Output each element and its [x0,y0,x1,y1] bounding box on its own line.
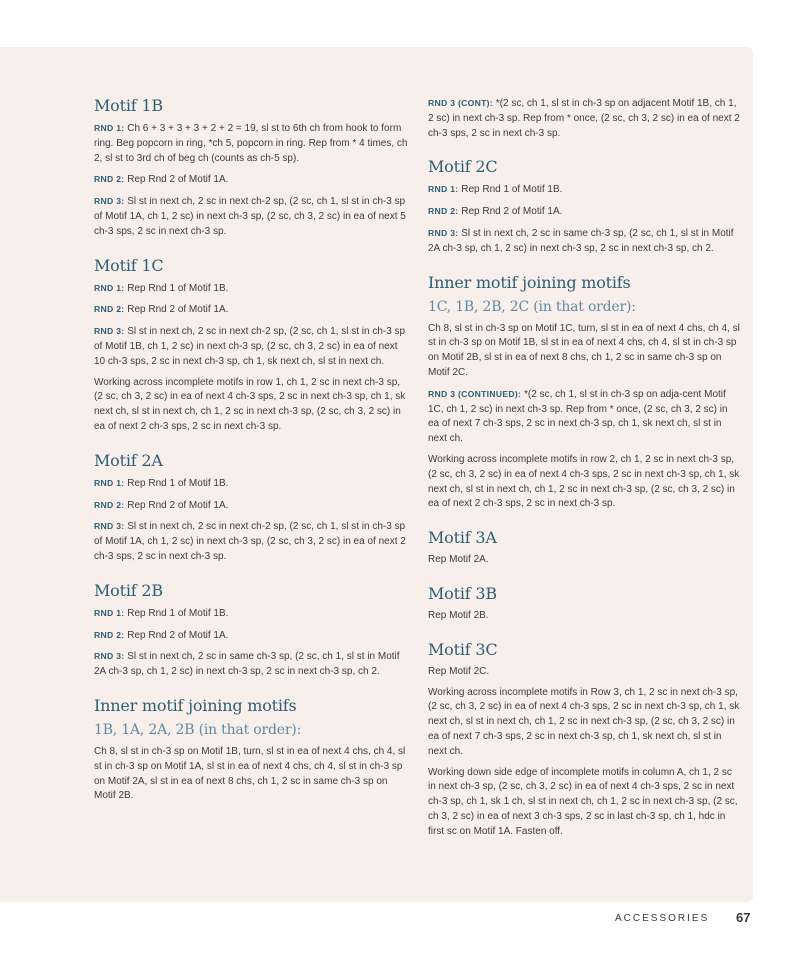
rnd-label: RND 1: [94,477,125,488]
rnd3-cont [428,96,740,141]
motif-2a-rnd1 [94,476,408,492]
rnd-label: RND 1: [428,184,459,195]
motif-1b-title: Motif 1B [94,96,163,115]
inner-joining-text: Ch 8, sl st in ch-3 sp on Motif 1B, turn, sl st in ea of next 4 chs, ch 4, sl st in ch-3 sp on Motif 1A, sl st in ea of next 4 chs, ch 4, sl st in ch-3 sp on Motif 2A, sl st in ea of next 8 chs, ch 1, 2 sc in same ch-3 sp on Motif 2B. [94,745,406,802]
inner-joining-subtitle-2: 1C, 1B, 2B, 2C (in that order): [428,298,636,315]
motif-3c-title: Motif 3C [428,639,498,659]
motif-2c-rnd2 [428,204,740,220]
motif-2a-rnd3 [94,519,408,564]
footer-section-label: ACCESSORIES [615,913,710,924]
left-column [94,96,408,810]
motif-2b-rnd1 [94,606,408,622]
rnd-text: Sl st in next ch, 2 sc in next ch-2 sp, (2 sc, ch 1, sl st in ch-3 sp of Motif 1B, ch 1, 2 sc) in next ch-3 sp, (2 sc, ch 3, 2 sc) in ea of next 10 ch-3 sps, 2 sc in next ch-3 sp, ch 1, sk next ch, sl st in next ch. [94,326,406,367]
rnd-text: Sl st in next ch, 2 sc in same ch-3 sp, (2 sc, ch 1, sl st in Motif 2A ch-3 sp, ch 1, 2 sc) in next ch-3 sp, 2 sc in next ch-3 sp, ch 2. [94,651,400,678]
motif-2a-title: Motif 2A [94,450,163,470]
rnd-text: Sl st in next ch, 2 sc in same ch-3 sp, (2 sc, ch 1, sl st in Motif 2A ch-3 sp, ch 1, 2 sc) in next ch-3 sp, 2 sc in next ch-3 sp, ch 2. [428,227,734,254]
rnd-label: RND 3: [94,196,125,207]
rnd-label: RND 2: [94,629,125,640]
motif-3b-title: Motif 3B [428,583,497,603]
motif-1c-rnd3 [94,324,408,369]
rnd-label: RND 2: [428,206,459,217]
rnd-label: RND 1: [94,123,125,133]
motif-3b-text: Rep Motif 2B. [428,609,489,621]
rnd-text: *(2 sc, ch 1, sl st in ch-3 sp on adjacent Motif 1B, ch 1, 2 sc) in next ch-3 sp. Rep from * once, (2 sc, ch 3, 2 sc) in ea of next 2 ch-3 sps, 2 sc in next ch-3 sp. [428,98,740,139]
rnd-label: RND 3: [94,521,125,532]
inner-joining-text-2: Ch 8, sl st in ch-3 sp on Motif 1C, turn, sl st in ea of next 4 chs, ch 4, sl st in ch-3 sp on Motif 1B, sl st in ea of next 4 chs, ch 4, sl st in ch-3 sp on Motif 2B, sl st in ea of next 8 chs, ch 1, 2 sc in same ch-3 sp on Motif 2C. [428,322,740,378]
motif-3c-working-1: Working across incomplete motifs in Row 3, ch 1, 2 sc in next ch-3 sp, (2 sc, ch 3, 2 sc) in ea of next 4 ch-3 sps, 2 sc in next ch-3 sp, ch 1, sk next ch, sl st in next ch, ch 1, 2 sc in next ch-3 sp, (2 sc, ch 3, 2 sc) in ea of next 7 ch-3 sps, 2 sc in next ch-3 sp, ch 1, sk next ch, sl st in next ch. [428,686,740,757]
inner-joining-title: Inner motif joining motifs [94,695,297,715]
motif-2b-rnd3 [94,649,408,680]
rnd-text: Rep Rnd 2 of Motif 1A. [124,304,229,316]
motif-1b-rnd3 [94,194,408,239]
rnd-text: Sl st in next ch, 2 sc in next ch-2 sp, (2 sc, ch 1, sl st in ch-3 sp of Motif 1A, ch 1, 2 sc) in next ch-3 sp, (2 sc, ch 3, 2 sc) in ea of next 5 ch-3 sps, 2 sc in next ch-3 sp. [94,196,406,237]
page-number: 67 [736,910,751,925]
rnd-text: Rep Rnd 2 of Motif 1A. [124,629,229,641]
right-column [428,96,740,846]
rnd-label: RND 1: [94,607,125,618]
inner-joining-title-2: Inner motif joining motifs [428,272,631,292]
motif-2c-rnd3 [428,226,740,257]
motif-2c-rnd1 [428,182,740,198]
rnd-label: RND 3: [428,227,459,238]
rnd-label: RND 3 (CONTINUED): [428,388,522,399]
motif-1b-rnd1 [94,121,408,166]
rnd-label: RND 3: [94,651,125,662]
rnd-text: Ch 6 + 3 + 3 + 3 + 2 + 2 = 19, sl st to 6th ch from hook to form ring. Beg popcorn in ring, *ch 5, popcorn in ring. Rep from * 4 times, ch 2, sl st to 3rd ch of beg ch (counts as ch-5 sp). [94,123,408,164]
motif-2b-title: Motif 2B [94,580,163,600]
rnd-text: Rep Rnd 2 of Motif 1A. [124,174,229,186]
rnd-text: Rep Rnd 1 of Motif 1B. [124,282,229,294]
motif-1c-title: Motif 1C [94,255,164,275]
rnd-label: RND 1: [94,282,125,293]
motif-3a-title: Motif 3A [428,528,497,548]
motif-2a-rnd2 [94,498,408,514]
rnd-label: RND 2: [94,174,125,185]
motif-3c-text: Rep Motif 2C. [428,665,490,677]
rnd-text: Rep Rnd 1 of Motif 1B. [124,607,229,619]
motif-2c-title: Motif 2C [428,157,498,177]
motif-1c-working: Working across incomplete motifs in row 1, ch 1, 2 sc in next ch-3 sp, (2 sc, ch 3, 2 sc) in ea of next 4 ch-3 sps, 2 sc in next ch-3 sp, ch 1, sk next ch, sl st in next ch, ch 1, 2 sc in next ch-3 sp, (2 sc, ch 3, 2 sc) in ea of next 2 ch-3 sps, 2 sc in next ch-3 sp. [94,376,406,432]
motif-1b-rnd2 [94,172,408,188]
rnd-text: Rep Rnd 2 of Motif 1A. [124,499,229,511]
rnd-label: RND 3 (CONT): [428,98,494,108]
inner-rnd3-continued [428,387,740,447]
motif-3a-text: Rep Motif 2A. [428,554,489,566]
inner-working: Working across incomplete motifs in row 2, ch 1, 2 sc in next ch-3 sp, (2 sc, ch 3, 2 sc) in ea of next 4 ch-3 sps, 2 sc in next ch-3 sp, ch 1, sk next ch, sl st in next ch, ch 1, 2 sc in next ch-3 sp, (2 sc, ch 3, 2 sc) in ea of next 2 ch-3 sps, 2 sc in next ch-3 sp. [428,453,740,510]
inner-joining-subtitle: 1B, 1A, 2A, 2B (in that order): [94,721,302,738]
motif-3c-working-2: Working down side edge of incomplete motifs in column A, ch 1, 2 sc in next ch-3 sp, (2 sc, ch 3, 2 sc) in ea of next 4 ch-3 sps, 2 sc in next ch-3 sp, ch 1, sk 1 ch, sl st in next ch, ch 1, 2 sc in next ch-3 sp, (2 sc, ch 3, 2 sc) in ea of next 3 ch-3 sps, 2 sc in last ch-3 sp, ch 1, hdc in first sc on Motif 1A. Fasten off. [428,766,738,837]
rnd-label: RND 2: [94,304,125,315]
motif-1c-rnd1 [94,281,408,297]
rnd-label: RND 3: [94,326,125,337]
rnd-text: Rep Rnd 2 of Motif 1A. [458,206,563,218]
motif-1c-rnd2 [94,302,408,318]
rnd-label: RND 2: [94,499,125,510]
motif-2b-rnd2 [94,628,408,644]
rnd-text: Sl st in next ch, 2 sc in next ch-2 sp, (2 sc, ch 1, sl st in ch-3 sp of Motif 1A, ch 1, 2 sc) in next ch-3 sp, (2 sc, ch 3, 2 sc) in ea of next 2 ch-3 sps, 2 sc in next ch-3 sp. [94,521,406,562]
rnd-text: *(2 sc, ch 1, sl st in ch-3 sp on adja-cent Motif 1C, ch 1, 2 sc) in next ch-3 sp. Rep from * once, (2 sc, ch 3, 2 sc) in ea of next 7 ch-3 sps, 2 sc in next ch-3 sp, ch 1, sk next ch, sl st in next ch. [428,388,728,445]
rnd-text: Rep Rnd 1 of Motif 1B. [458,184,563,196]
rnd-text: Rep Rnd 1 of Motif 1B. [124,477,229,489]
